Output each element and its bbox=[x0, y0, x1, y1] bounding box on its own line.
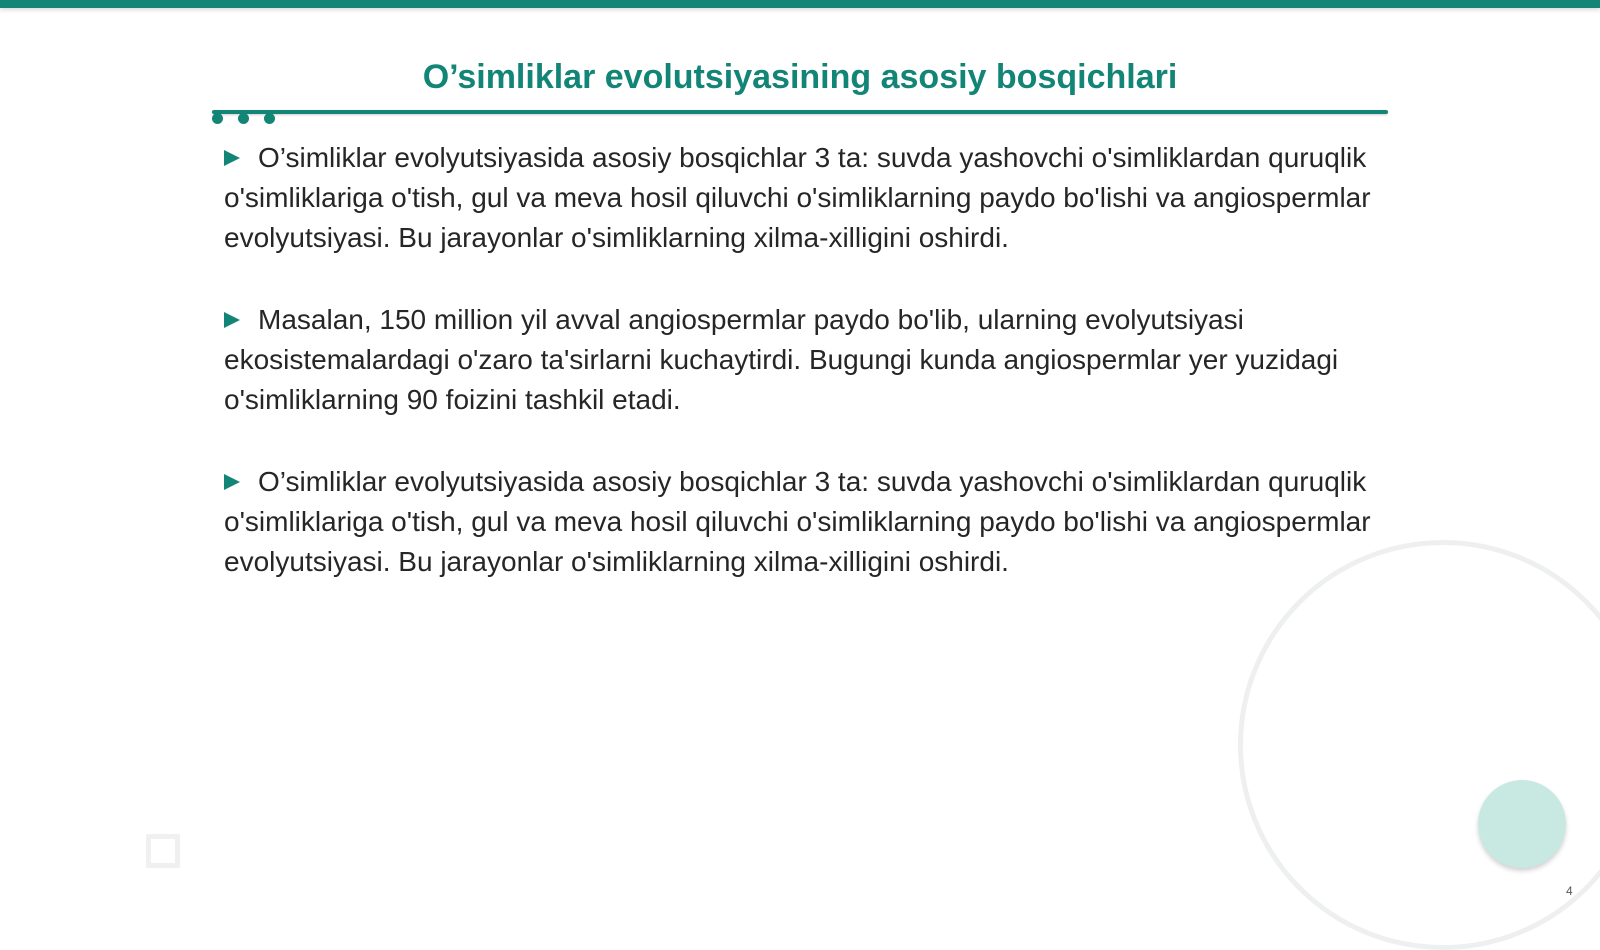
bullet-paragraph-3 bbox=[224, 462, 1374, 582]
slide-number: 4 bbox=[1566, 884, 1573, 898]
triangle-right-icon bbox=[224, 150, 240, 166]
decor-dot bbox=[238, 113, 249, 124]
title-underline bbox=[212, 110, 1388, 114]
slide-title: O’simliklar evolutsiyasining asosiy bosqichlari bbox=[422, 58, 1178, 96]
bullet-paragraph-1 bbox=[224, 138, 1374, 258]
slide-body bbox=[224, 138, 1374, 624]
bullet-text-2: Masalan, 150 million yil avval angiospermlar paydo bo'lib, ularning evolyutsiyasi ekosistemalardagi o'zaro ta'sirlarni kuchaytirdi. Bugungi kunda angiospermlar yer yuzidagi o'simliklarning 90 foizini tashkil etadi. bbox=[224, 304, 1339, 415]
decor-dot bbox=[212, 113, 223, 124]
decor-dot bbox=[264, 113, 275, 124]
decor-disc bbox=[1478, 780, 1566, 868]
triangle-right-icon bbox=[224, 312, 240, 328]
top-accent-bar bbox=[0, 0, 1600, 8]
bullet-text-3: O’simliklar evolyutsiyasida asosiy bosqichlar 3 ta: suvda yashovchi o'simliklardan quruqlik o'simliklariga o'tish, gul va meva hosil qiluvchi o'simliklarning paydo bo'lishi va angiospermlar evolyutsiyasi. Bu jarayonlar o'simliklarning xilma-xilligini oshirdi. bbox=[224, 466, 1371, 577]
triangle-right-icon bbox=[224, 474, 240, 490]
bullet-paragraph-2 bbox=[224, 300, 1374, 420]
decor-square bbox=[146, 834, 180, 868]
bullet-text-1: O’simliklar evolyutsiyasida asosiy bosqichlar 3 ta: suvda yashovchi o'simliklardan quruqlik o'simliklariga o'tish, gul va meva hosil qiluvchi o'simliklarning paydo bo'lishi va angiospermlar evolyutsiyasi. Bu jarayonlar o'simliklarning xilma-xilligini oshirdi. bbox=[224, 142, 1371, 253]
